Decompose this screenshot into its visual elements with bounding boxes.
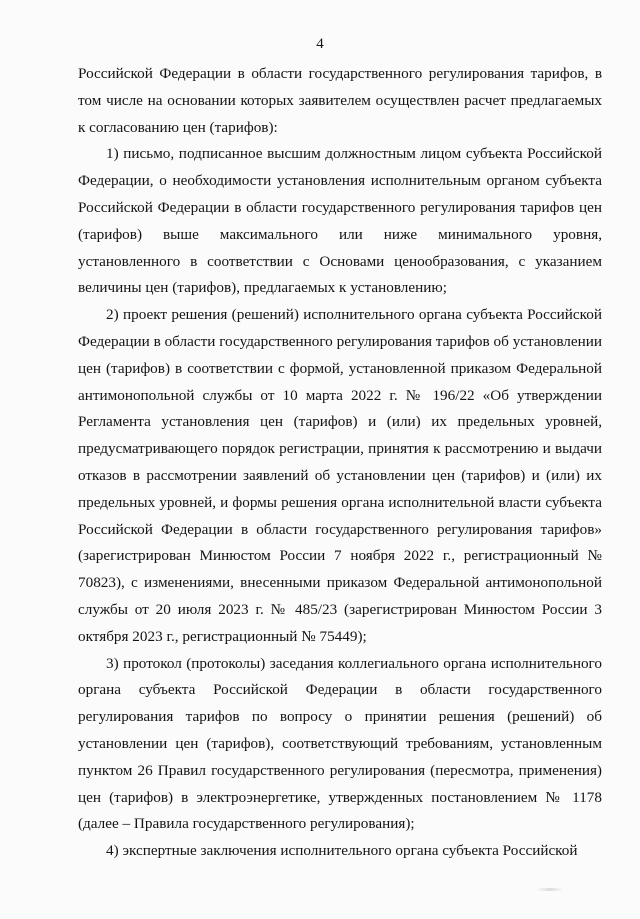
paragraph-item-3-protocol: 3) протокол (протоколы) заседания коллегиального органа исполнительного органа субъекта Российской Федерации в области государственного регулирования тарифов по вопросу о принятии решения (решений) об установлении цен (тарифов), соответствующий требованиям, установленным пунктом 26 Правил государственного регулирования (пересмотра, применения) цен (тарифов) в электроэнергетике, утвержденных постановлением № 1178 (далее – Правила государственного регулирования); <box>78 654 602 833</box>
scan-artifact <box>530 888 570 891</box>
page-number: 4 <box>316 36 324 52</box>
paragraph-item-2-draft-decision: 2) проект решения (решений) исполнительного органа субъекта Российской Федерации в области государственного регулирования тарифов об установлении цен (тарифов) в соответствии с формой, установленной приказом Федеральной антимонопольной службы от 10 марта 2022 г. № 196/22 «Об утверждении Регламента установления цен (тарифов) и (или) их предельных уровней, предусматривающего порядок регистрации, принятия к рассмотрению и выдачи отказов в рассмотрении заявлений об установлении цен (тарифов) и (или) их предельных уровней, и формы решения органа исполнительной власти субъекта Российской Федерации в области государственного регулирования тарифов» (зарегистрирован Минюстом России 7 ноября 2022 г., регистрационный № 70823), с изменениями, внесенными приказом Федеральной антимонопольной службы от 20 июля 2023 г. № 485/23 (зарегистрирован Минюстом России 3 октября 2023 г., регистрационный № 75449); <box>78 306 602 645</box>
document-body <box>78 61 602 865</box>
paragraph-intro-continuation: Российской Федерации в области государственного регулирования тарифов, в том числе на основании которых заявителем осуществлен расчет предлагаемых к согласованию цен (тарифов): <box>78 65 602 136</box>
paragraph-item-1-letter: 1) письмо, подписанное высшим должностным лицом субъекта Российской Федерации, о необходимости установления исполнительным органом субъекта Российской Федерации в области государственного регулирования тарифов цен (тарифов) выше максимального или ниже минимального уровня, установленного в соответствии с Основами ценообразования, с указанием величины цен (тарифов), предлагаемых к установлению; <box>78 145 602 297</box>
paragraph-item-4-expert-conclusions: 4) экспертные заключения исполнительного органа субъекта Российской <box>106 842 578 860</box>
